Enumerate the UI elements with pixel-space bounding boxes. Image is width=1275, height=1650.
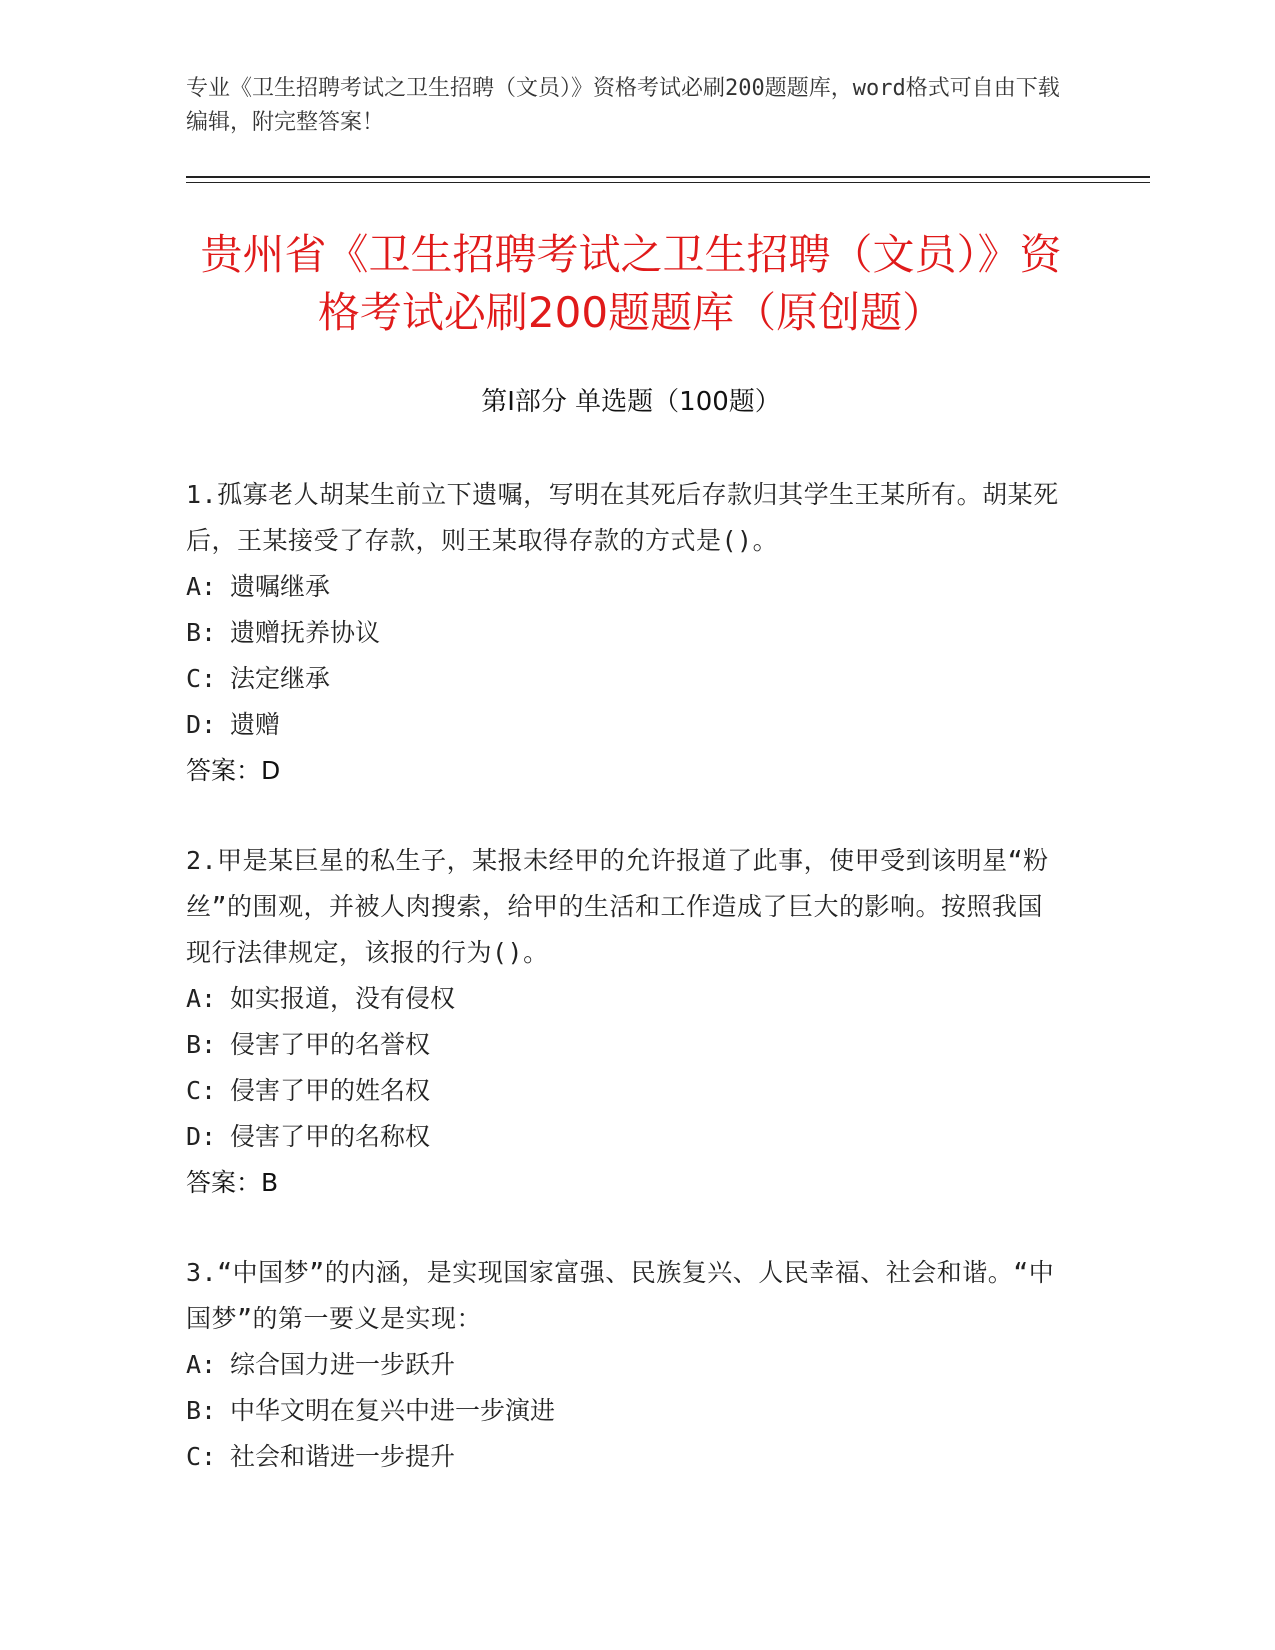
question-answer: 答案：D	[186, 756, 281, 785]
option-key: C:	[186, 1442, 217, 1471]
question-option	[186, 1022, 1066, 1068]
question-stem: 1.孤寡老人胡某生前立下遗嘱，写明在其死后存款归其学生王某所有。胡某死后，王某接受了存款，则王某取得存款的方式是()。	[186, 480, 1059, 555]
question-option	[186, 702, 1066, 748]
question-item	[186, 1250, 1066, 1480]
option-text: 侵害了甲的姓名权	[230, 1076, 431, 1105]
option-text: 中华文明在复兴中进一步演进	[230, 1396, 556, 1425]
option-key: A:	[186, 1350, 217, 1379]
question-option	[186, 1342, 1066, 1388]
question-option	[186, 610, 1066, 656]
question-stem: 2.甲是某巨星的私生子，某报未经甲的允许报道了此事，使甲受到该明星“粉丝”的围观，并被人肉搜索，给甲的生活和工作造成了巨大的影响。按照我国现行法律规定，该报的行为()。	[186, 846, 1049, 967]
document-title: 贵州省《卫生招聘考试之卫生招聘（文员）》资格考试必刷200题题库（原创题）	[200, 230, 1062, 337]
question-stem: 3.“中国梦”的内涵，是实现国家富强、民族复兴、人民幸福、社会和谐。“中国梦”的第一要义是实现：	[186, 1258, 1055, 1333]
option-text: 侵害了甲的名誉权	[230, 1030, 431, 1059]
option-key: B:	[186, 618, 217, 647]
question-option	[186, 564, 1066, 610]
option-key: A:	[186, 984, 217, 1013]
option-text: 侵害了甲的名称权	[230, 1122, 431, 1151]
question-option	[186, 1114, 1066, 1160]
question-option	[186, 1434, 1066, 1480]
option-text: 遗嘱继承	[230, 572, 331, 601]
header-divider-thick	[186, 176, 1150, 178]
option-text: 综合国力进一步跃升	[230, 1350, 456, 1379]
option-key: B:	[186, 1030, 217, 1059]
question-list	[186, 472, 1066, 1524]
section-heading: 第Ⅰ部分 单选题（100题）	[481, 387, 781, 417]
option-key: C:	[186, 1076, 217, 1105]
option-key: B:	[186, 1396, 217, 1425]
question-item	[186, 472, 1066, 794]
question-answer: 答案：B	[186, 1168, 279, 1197]
option-key: D:	[186, 1122, 217, 1151]
option-key: C:	[186, 664, 217, 693]
option-key: D:	[186, 710, 217, 739]
question-item	[186, 838, 1066, 1206]
option-text: 遗赠	[230, 710, 281, 739]
question-option	[186, 976, 1066, 1022]
option-text: 遗赠抚养协议	[230, 618, 381, 647]
option-text: 法定继承	[230, 664, 331, 693]
header-divider-thin	[186, 182, 1150, 183]
option-text: 如实报道，没有侵权	[230, 984, 456, 1013]
question-option	[186, 1388, 1066, 1434]
header-note: 专业《卫生招聘考试之卫生招聘（文员）》资格考试必刷200题题库，word格式可自由下载编辑，附完整答案！	[186, 76, 1060, 135]
question-option	[186, 1068, 1066, 1114]
option-key: A:	[186, 572, 217, 601]
option-text: 社会和谐进一步提升	[230, 1442, 456, 1471]
question-option	[186, 656, 1066, 702]
